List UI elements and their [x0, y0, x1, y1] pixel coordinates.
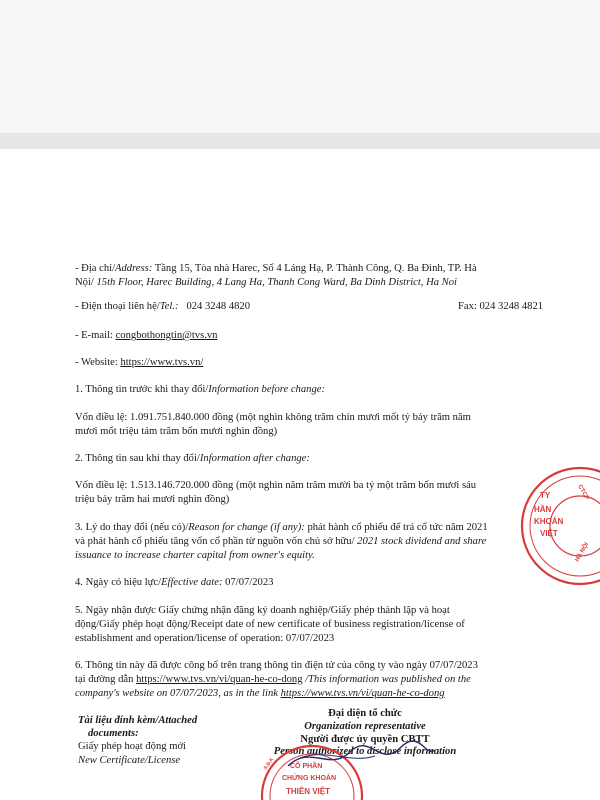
address-line-1: - Địa chỉ/Address: Tầng 15, Tòa nhà Harec, Số 4 Láng Hạ, P. Thành Công, Q. Ba Đình, TP. Hà [75, 263, 477, 274]
section1-heading: 1. Thông tin trước khi thay đổi/Information before change: [75, 384, 325, 395]
attachment-item-vi: Giấy phép hoạt động mới [78, 741, 186, 753]
section1-line-2: mươi mốt triệu tám trăm bốn mươi nghìn đồng) [75, 426, 278, 437]
svg-text:VIỆT: VIỆT [540, 529, 558, 538]
section2-heading: 2. Thông tin sau khi thay đổi/Information after change: [75, 453, 310, 464]
top-margin-band [0, 0, 600, 133]
section6-line-1: 6. Thông tin này đã được công bố trên trang thông tin điện tử của công ty vào ngày 07/07/2023 [75, 660, 478, 671]
signature-authorized-en: Person authorized to disclose information [273, 746, 457, 758]
website-line: - Website: https://www.tvs.vn/ [75, 357, 204, 368]
attachment-item-en: New Certificate/License [78, 754, 181, 766]
section3-line-3: issuance to increase charter capital from owner's equity. [75, 550, 315, 561]
website-link[interactable]: https://www.tvs.vn/ [120, 357, 204, 368]
email-line: - E-mail: congbothongtin@tvs.vn [75, 330, 218, 341]
handwritten-signature [280, 738, 440, 778]
section3-line-2: và phát hành cổ phiếu tăng vốn cổ phần từ nguồn vốn chủ sở hữu/ 2021 stock dividend and share [75, 536, 487, 547]
section5-line-1: 5. Ngày nhận được Giấy chứng nhận đăng ký doanh nghiệp/Giấy phép thành lập và hoạt [75, 605, 450, 616]
shareholder-page-link[interactable]: https://www.tvs.vn/vi/quan-he-co-dong [136, 674, 303, 685]
section4-line: 4. Ngày có hiệu lực/Effective date: 07/07/2023 [75, 577, 274, 588]
phone-line: - Điện thoại liên hệ/Tel.: 024 3248 4820 Fax: 024 3248 4821 [75, 301, 544, 312]
svg-text:HÀ NỘI: HÀ NỘI [574, 541, 591, 563]
svg-text:CTCP: CTCP [576, 484, 590, 502]
signature-title-en: Organization representative [304, 720, 426, 732]
company-seal-right [518, 462, 600, 590]
svg-text:TY: TY [540, 491, 551, 500]
attachments-title: Tài liệu đính kèm/Attached [78, 715, 198, 726]
section1-line-1: Vốn điều lệ: 1.091.751.840.000 đồng (một nghìn không trăm chín mươi mốt tỷ bảy trăm năm [75, 412, 471, 423]
attachments-title-2: documents: [88, 728, 139, 740]
svg-text:S.Đ.K: S.Đ.K [262, 756, 276, 772]
signature-authorized-vi: Người được ủy quyền CBTT [300, 733, 430, 745]
fax-info: Fax: 024 3248 4821 [458, 301, 544, 312]
attachments-block [78, 714, 238, 767]
page-divider-band [0, 133, 600, 149]
signature-title-vi: Đại diện tổ chức [328, 708, 402, 719]
email-link[interactable]: congbothongtin@tvs.vn [115, 330, 218, 341]
svg-text:HẦN: HẦN [534, 505, 552, 514]
section2-line-1: Vốn điều lệ: 1.513.146.720.000 đồng (một nghìn năm trăm mười ba tỷ một trăm bốn mươi sáu [75, 480, 477, 491]
section5-line-3: establishment and operation/license of operation: 07/07/2023 [75, 633, 335, 644]
svg-text:THIÊN VIỆT: THIÊN VIỆT [286, 787, 331, 796]
section6-line-2: tại đường dẫn https://www.tvs.vn/vi/quan-he-co-dong /This information was published on the [75, 674, 471, 685]
shareholder-page-link-en[interactable]: https://www.tvs.vn/vi/quan-he-co-dong [280, 688, 445, 699]
svg-text:KHOÁN: KHOÁN [534, 517, 564, 526]
section6-line-3: company's website on 07/07/2023, as in the link https://www.tvs.vn/vi/quan-he-co-dong [75, 688, 445, 699]
svg-text:CHỨNG KHOÁN: CHỨNG KHOÁN [282, 775, 337, 782]
section3-line-1: 3. Lý do thay đổi (nếu có)/Reason for change (if any): phát hành cổ phiếu để trả cổ tức năm 2021 [75, 522, 488, 533]
section5-line-2: động/Giấy phép hoạt động/Receipt date of new certificate of business registration/license of [75, 619, 465, 630]
section2-line-2: triệu bảy trăm hai mươi nghìn đồng) [75, 494, 230, 505]
svg-text:CỔ PHẦN: CỔ PHẦN [290, 763, 323, 770]
address-line-2: Nội/ 15th Floor, Harec Building, 4 Lang Ha, Thanh Cong Ward, Ba Dinh District, Ha Noi [75, 277, 457, 288]
